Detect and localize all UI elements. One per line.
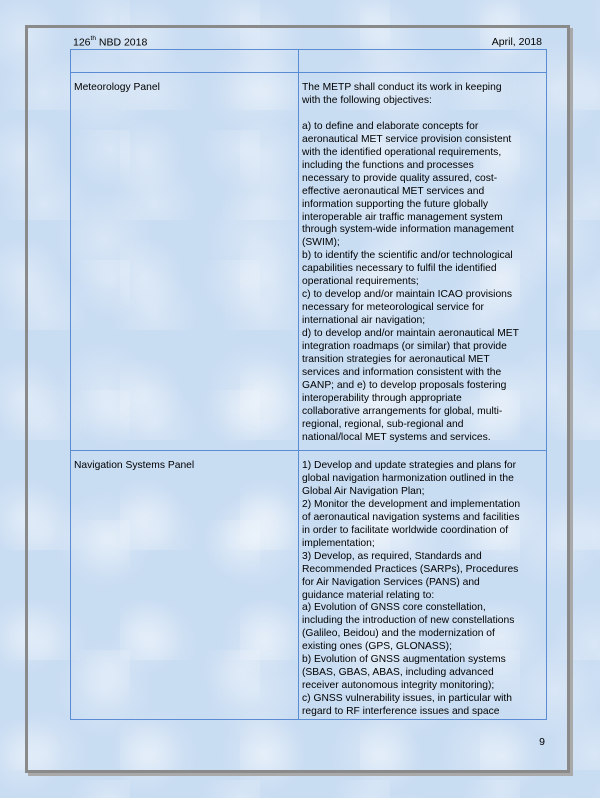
header-date: April, 2018 xyxy=(491,36,542,48)
table-cell-empty-left xyxy=(71,50,299,73)
panel-name-cell xyxy=(71,451,299,720)
panel-objectives-cell xyxy=(299,73,547,451)
header-doc-number-suffix: th xyxy=(90,35,96,42)
panel-name-cell xyxy=(71,73,299,451)
header-doc-name: NBD 2018 xyxy=(98,36,148,49)
table-row-empty xyxy=(71,50,547,73)
header-doc-number: 126 xyxy=(73,36,91,49)
header-doc-title xyxy=(73,36,147,49)
panel-objectives-cell xyxy=(299,451,547,720)
table-cell-empty-right xyxy=(299,50,547,73)
panel-name-meteorology: Meteorology Panel xyxy=(74,82,160,93)
table-row xyxy=(71,451,547,720)
panel-objectives-navigation: 1) Develop and update strategies and plans for global navigation harmonization outlined in the Global Air Navigation Plan; 2) Monitor the development and implementation of aeronautical navigation systems and facilities in order to facilitate worldwide coordination of implementation; 3) Develop, as required, Standards and Recommended Practices (SARPs), Procedures for Air Navigation Services (PANS) and guidance material relating to: a) Evolution of GNSS core constellation, including the introduction of new constellations (Galileo, Beidou) and the modernization of existing ones (GPS, GLONASS); b) Evolution of GNSS augmentation systems (SBAS, GBAS, ABAS, including advanced receiver autonomous integrity monitoring); c) GNSS vulnerability issues, in particular with regard to RF interference issues and space xyxy=(302,460,521,718)
page-number: 9 xyxy=(539,736,545,748)
table-row xyxy=(71,73,547,451)
panel-table xyxy=(70,49,547,720)
panel-name-navigation: Navigation Systems Panel xyxy=(74,460,195,471)
panel-objectives-meteorology: The METP shall conduct its work in keeping with the following objectives: a) to define and elaborate concepts for aeronautical MET service provision consistent with the identified operational requirements, including the functions and processes necessary to provide quality assured, cost- effective aeronautical MET services and information supporting the future globally interoperable air traffic management system through system-wide information management (SWIM); b) to identify the scientific and/or technological capabilities necessary to fulfil the identified operational requirements; c) to develop and/or maintain ICAO provisions necessary for meteorological service for international air navigation; d) to develop and/or maintain aeronautical MET integration roadmaps (or similar) that provide transition strategies for aeronautical MET services and information consistent with the GANP; and e) to develop proposals fostering interoperability through appropriate collaborative arrangements for global, multi- regional, regional, sub-regional and national/local MET systems and services. xyxy=(302,82,519,443)
